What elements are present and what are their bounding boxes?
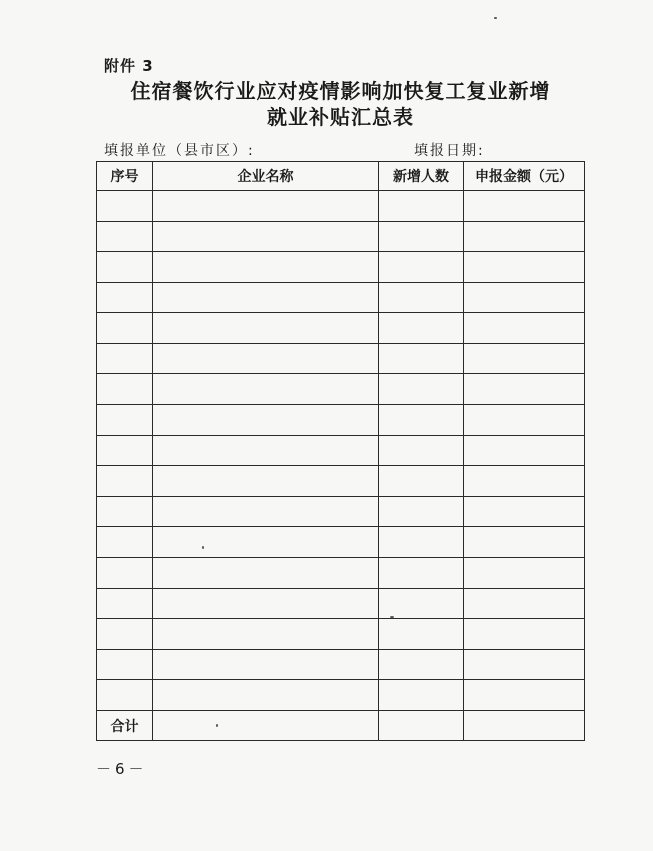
table-cell [97,221,153,252]
table-cell [97,466,153,497]
table-row [97,343,585,374]
table-cell [153,374,379,405]
table-cell [379,191,464,222]
table-cell [153,405,379,436]
table-cell [379,588,464,619]
header-company-name: 企业名称 [153,162,379,191]
table-header-row [97,162,585,191]
table-row [97,191,585,222]
table-cell [464,619,585,650]
table-row [97,557,585,588]
table-cell [153,221,379,252]
table-row [97,374,585,405]
table-cell [464,221,585,252]
table-cell [464,405,585,436]
table-cell [464,466,585,497]
table-cell [464,191,585,222]
table-cell [379,557,464,588]
document-title-line1: 住宿餐饮行业应对疫情影响加快复工复业新增 [130,79,551,103]
table-row [97,313,585,344]
table-row [97,405,585,436]
table-cell [97,252,153,283]
table-cell [464,496,585,527]
subsidy-summary-table [96,161,585,741]
table-cell [97,680,153,711]
table-cell [379,374,464,405]
table-cell [379,496,464,527]
table-cell [153,527,379,558]
table-cell [153,343,379,374]
scan-speck [390,616,394,618]
table-cell [379,466,464,497]
table-cell [464,680,585,711]
fill-unit-label: 填报单位（县市区）: [104,143,255,159]
table-cell [464,527,585,558]
table-cell [97,588,153,619]
table-cell [153,588,379,619]
table-cell [97,313,153,344]
table-cell [379,405,464,436]
table-cell [464,435,585,466]
table-cell [379,435,464,466]
table-cell [153,191,379,222]
total-label: 合计 [97,711,153,741]
table-cell [379,343,464,374]
total-company-cell [153,711,379,741]
table-row [97,435,585,466]
header-new-hires: 新增人数 [379,162,464,191]
page-number: －6－ [96,760,148,778]
header-claim-amount: 申报金额（元） [464,162,585,191]
table-cell [464,649,585,680]
table-total-row [97,711,585,741]
table-cell [153,649,379,680]
table-cell [97,496,153,527]
total-amount-cell [464,711,585,741]
table-cell [153,252,379,283]
table-cell [97,557,153,588]
table-row [97,496,585,527]
table-cell [464,374,585,405]
table-cell [97,374,153,405]
table-cell [153,680,379,711]
table-cell [464,557,585,588]
table-cell [97,405,153,436]
table-cell [97,619,153,650]
table-cell [153,313,379,344]
table-cell [379,282,464,313]
total-new-hires-cell [379,711,464,741]
table-cell [379,313,464,344]
table-cell [97,282,153,313]
table-row [97,527,585,558]
table-cell [464,282,585,313]
table-cell [153,619,379,650]
table-row [97,649,585,680]
table-row [97,680,585,711]
table-cell [379,221,464,252]
fill-date-label: 填报日期: [414,143,485,159]
table-cell [153,557,379,588]
table-cell [379,527,464,558]
table-row [97,252,585,283]
scan-speck [494,17,497,19]
document-title-line2: 就业补贴汇总表 [267,105,414,129]
table-cell [379,649,464,680]
table-row [97,282,585,313]
table-row [97,221,585,252]
table-cell [464,252,585,283]
table-cell [97,191,153,222]
table-cell [97,527,153,558]
table-row [97,466,585,497]
attachment-label: 附件 3 [104,57,154,75]
table-cell [379,252,464,283]
table-cell [153,466,379,497]
table-cell [464,588,585,619]
scan-speck [216,724,218,727]
table-row [97,619,585,650]
header-serial-number: 序号 [97,162,153,191]
table-row [97,588,585,619]
table-cell [153,435,379,466]
table-cell [464,313,585,344]
table-cell [379,680,464,711]
table-cell [97,435,153,466]
table-body [97,191,585,711]
table-cell [97,343,153,374]
table-cell [153,496,379,527]
scan-speck [202,546,204,549]
table-cell [379,619,464,650]
table-cell [464,343,585,374]
table-cell [153,282,379,313]
table-cell [97,649,153,680]
